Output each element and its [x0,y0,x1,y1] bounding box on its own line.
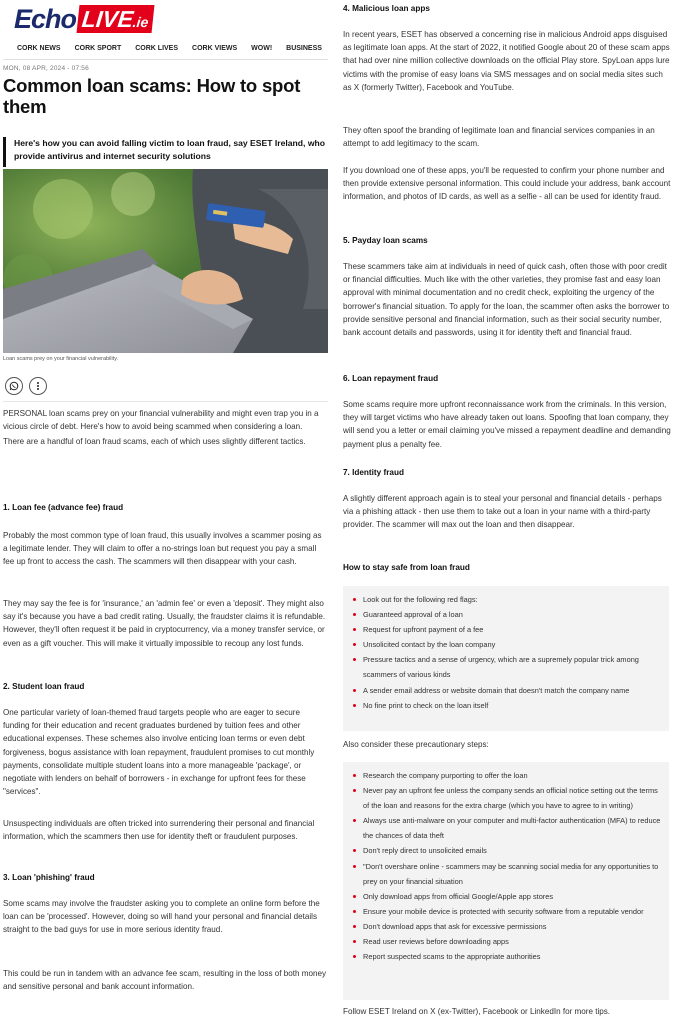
section-4-paragraph-1: In recent years, ESET has observed a concerning rise in malicious Android apps disguised as legitimate loan apps. At the start of 2022, it notified Google about 20 of these scam apps that had over nine million collective downloads on the official Play store. SpyLoan apps lure victims with the promise of easy loans via SMS messages and on social media sites such as X (formerly Twitter), Facebook and YouTube. [343,30,670,92]
list-item: Don't download apps that ask for excessive permissions [351,919,661,934]
whatsapp-share-button[interactable] [5,377,23,395]
section-4-title: 4. Malicious loan apps [343,4,430,13]
list-item: Request for upfront payment of a fee [351,622,661,637]
list-item: Never pay an upfront fee unless the company sends an official notice setting out the terms of the loan and reasons for the extra charge (which you have to agree to in writing) [351,783,661,813]
share-divider [3,401,328,402]
nav-item-cork-lives[interactable]: CORK LIVES [135,44,179,52]
logo-live-badge [77,5,155,33]
list-item: Look out for the following red flags: [351,592,661,607]
section-6-title: 6. Loan repayment fraud [343,374,439,383]
nav-item-cork-views[interactable]: CORK VIEWS [192,44,238,52]
list-item: Read user reviews before downloading apps [351,934,661,949]
logo-live-text: LIVE [80,6,135,32]
stay-safe-title: How to stay safe from loan fraud [343,563,470,572]
site-logo[interactable] [14,4,153,34]
hero-illustration [3,169,328,353]
logo-echo-text: Echo [14,3,77,34]
section-1-paragraph-2: They may say the fee is for 'insurance,' an 'admin fee' or even a 'deposit'. They might also say it's because you have a bad credit rating. Usually, the fraudster claims it is refundable. However, they'll often request it be paid in cryptocurrency, via a money transfer service, or even as a gift voucher. This will make it virtually impossible to recoup any lost funds. [3,599,326,648]
list-item: No fine print to check on the loan itself [351,698,661,713]
red-flags-list [351,592,661,713]
logo-tld-text: .ie [131,14,150,30]
list-item: Always use anti-malware on your computer and multi-factor authentication (MFA) to reduce the chances of data theft [351,813,661,843]
nav-divider [3,59,328,60]
article-date: MON, 08 APR, 2024 - 07:56 [3,65,89,72]
follow-text: Follow ESET Ireland on X (ex-Twitter), Facebook or LinkedIn for more tips. [343,1007,611,1016]
main-nav [6,42,328,54]
image-caption: Loan scams prey on your financial vulnerability. [3,356,119,362]
section-4-paragraph-2: They often spoof the branding of legitimate loan and financial services companies in an attempt to add legitimacy to the scam. [343,126,655,149]
list-item: Research the company purporting to offer the loan [351,768,661,783]
red-flags-box [343,586,669,731]
section-2-title: 2. Student loan fraud [3,682,85,691]
intro-paragraph-1: PERSONAL loan scams prey on your financial vulnerability and might even trap you in a vicious circle of debt. Here's how to avoid being scammed when considering a loan. [3,409,319,432]
list-item: Ensure your mobile device is protected with security software from a reputable vendor [351,904,661,919]
also-consider-text: Also consider these precautionary steps: [343,740,489,749]
section-5-paragraph-1: These scammers take aim at individuals in need of quick cash, often those with poor credit or financial difficulties. Much like with the other varieties, they promise fast and easy loan approval with minimal documentation and no credit check, exploiting the urgency of the borrower's financial situation. To apply for the loan, the scammer often asks the borrower to provide sensitive personal and financial information, such as their social security number, bank account details and passwords, using it for identity theft and financial fraud. [343,262,670,338]
list-item: A sender email address or website domain that doesn't match the company name [351,683,661,698]
list-item: Report suspected scams to the appropriate authorities [351,949,661,964]
section-5-title: 5. Payday loan scams [343,236,428,245]
nav-item-cork-sport[interactable]: CORK SPORT [74,44,122,52]
nav-item-wow[interactable]: WOW! [251,44,273,52]
nav-item-cork-news[interactable]: CORK NEWS [17,44,61,52]
list-item: Pressure tactics and a sense of urgency, which are a supremely popular trick among scammers of various kinds [351,652,661,682]
list-item: Unsolicited contact by the loan company [351,637,661,652]
intro-paragraph-2: There are a handful of loan fraud scams, each of which uses slightly different tactics. [3,437,306,446]
section-3-title: 3. Loan 'phishing' fraud [3,873,95,882]
section-1-title: 1. Loan fee (advance fee) fraud [3,503,124,512]
section-7-paragraph-1: A slightly different approach again is to steal your personal and financial details - perhaps via a phishing attack - then use them to take out a loan in your name with a third-party provider. The scammer will max out the loan and then disappear. [343,494,662,530]
section-2-paragraph-2: Unsuspecting individuals are often tricked into surrendering their personal and financial information, which the scammers then use for identity theft or fraudulent purposes. [3,819,315,842]
section-3-paragraph-1: Some scams may involve the fraudster asking you to complete an online form before the loan can be 'processed'. However, doing so will hand your personal and financial details straight to the bad guys for use in more serious identity fraud. [3,899,320,935]
section-4-paragraph-3: If you download one of these apps, you'll be requested to confirm your phone number and then provide extensive personal information. This could include your address, bank account information, and photos of ID cards, as well as a selfie - all can be used for identity fraud. [343,166,671,202]
section-7-title: 7. Identity fraud [343,468,404,477]
more-options-icon [33,381,43,391]
section-3-paragraph-2: This could be run in tandem with an advance fee scam, resulting in the loss of both money and sensitive personal and bank account information. [3,969,327,992]
section-1-paragraph-1: Probably the most common type of loan fraud, this usually involves a scammer posing as a legitimate lender. They will claim to offer a no-strings loan but request you pay a small fee up front to access the cash. The scammers will then disappear with your cash. [3,531,322,567]
article-standfirst: Here's how you can avoid falling victim to loan fraud, say ESET Ireland, who provide antivirus and internet security solutions [3,137,328,167]
precautions-list [351,768,661,964]
list-item: Don't reply direct to unsolicited emails [351,843,661,858]
section-6-paragraph-1: Some scams require more upfront reconnaissance work from the criminals. In this version, they will target victims who have already taken out loans. Spoofing that loan company, they will send you a letter or email claiming you've missed a repayment deadline and demanding payment plus a penalty fee. [343,400,671,449]
hero-image [3,169,328,353]
article-headline: Common loan scams: How to spot them [3,75,301,117]
list-item: Only download apps from official Google/Apple app stores [351,889,661,904]
precautions-box [343,762,669,1000]
nav-item-business[interactable]: BUSINESS [286,44,322,52]
section-2-paragraph-1: One particular variety of loan-themed fraud targets people who are eager to secure funding for their education and recent graduates burdened by tuition fees and other educational expenses. These schemes also involve enticing loan terms or even debt forgiveness, bogus assistance with loan repayment, fraudulent promises to cut monthly payments, consolidate multiple student loans into a more manageable 'package', or negotiate with lenders on behalf of borrowers - in exchange for upfront fees for these "services". [3,708,315,797]
list-item: Guaranteed approval of a loan [351,607,661,622]
whatsapp-icon [9,381,19,391]
more-options-button[interactable] [29,377,47,395]
list-item: "Don't overshare online - scammers may be scanning social media for any opportunities to prey on your financial situation [351,859,661,889]
